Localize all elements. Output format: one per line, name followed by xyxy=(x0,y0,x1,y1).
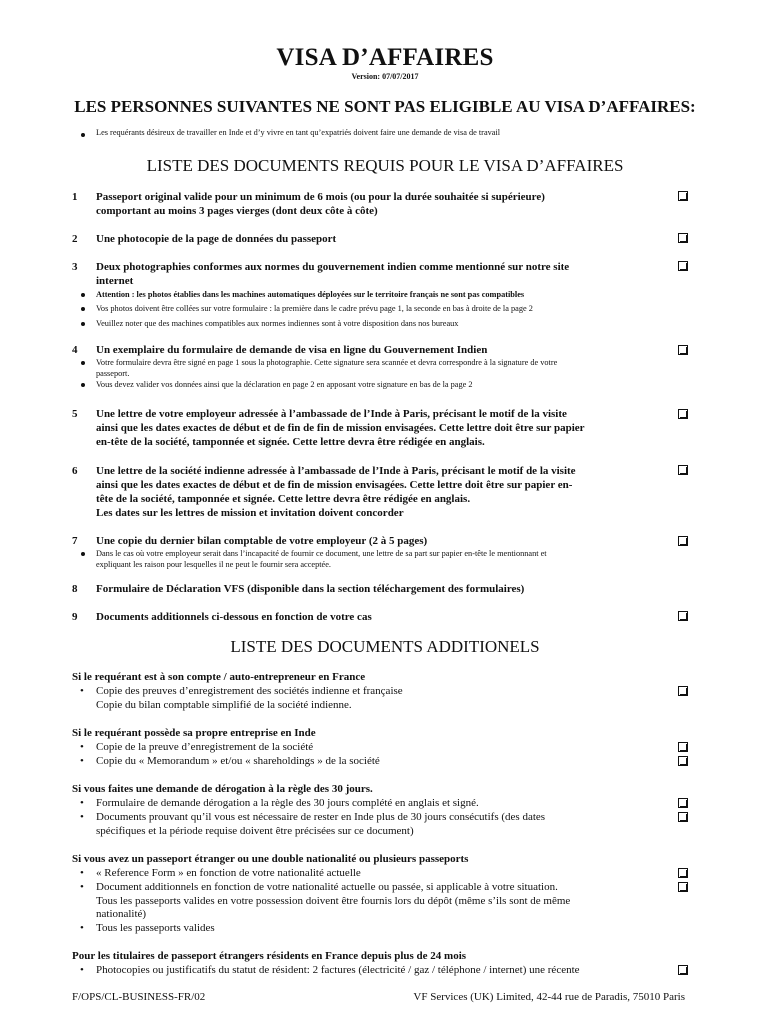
checkbox-icon[interactable] xyxy=(678,812,688,822)
item-number: 7 xyxy=(72,535,78,547)
bullet-icon xyxy=(81,552,85,556)
item-4-note-2: Vous devez valider vos données ainsi que la déclaration en page 2 en apposant votre signature en bas de la page 2 xyxy=(96,380,473,389)
checkbox-icon[interactable] xyxy=(678,756,688,766)
checkbox-icon[interactable] xyxy=(678,409,688,419)
item-number: 4 xyxy=(72,344,78,356)
section-foreign-passport-item-2 xyxy=(96,881,666,922)
item-number: 6 xyxy=(72,465,78,477)
bullet-icon xyxy=(81,293,85,297)
item-line: tête de la société, tamponnée et signée. Cette lettre devra être rédigée en anglais. xyxy=(96,493,471,505)
section-derogation-item-2 xyxy=(96,811,545,838)
item-number: 2 xyxy=(72,233,78,245)
section-own-business-item-2: Copie du « Memorandum » et/ou « shareholdings » de la société xyxy=(96,755,380,767)
item-3-note-3: Veuillez noter que des machines compatibles aux normes indiennes sont à votre disposition dans nos bureaux xyxy=(96,319,459,328)
item-number: 5 xyxy=(72,408,78,420)
bullet-icon xyxy=(81,383,85,387)
checkbox-icon[interactable] xyxy=(678,233,688,243)
bullet-icon: • xyxy=(80,881,84,893)
item-line: spécifiques et la période requise doivent être précisées sur ce document) xyxy=(96,824,414,837)
item-line: Passeport original valide pour un minimum de 6 mois (ou pour la durée souhaitée si supérieure) xyxy=(96,191,545,203)
bullet-icon: • xyxy=(80,797,84,809)
item-line: internet xyxy=(96,275,134,287)
item-4-note-1 xyxy=(96,357,676,379)
checkbox-icon[interactable] xyxy=(678,345,688,355)
item-number: 8 xyxy=(72,583,78,595)
item-3-note-1: Attention : les photos établies dans les machines automatiques déployées sur le territoire français ne sont pas compatibles xyxy=(96,290,525,299)
item-line: Document additionnels en fonction de votre nationalité actuelle ou passée, si applicable à votre situation. xyxy=(96,881,558,893)
bullet-icon: • xyxy=(80,741,84,753)
ineligible-heading: LES PERSONNES SUIVANTES NE SONT PAS ELIGIBLE AU VISA D’AFFAIRES: xyxy=(74,97,696,116)
required-item-3 xyxy=(96,260,674,288)
item-line: comportant au moins 3 pages vierges (dont deux côte à côte) xyxy=(96,205,378,217)
section-foreign-passport-item-1: « Reference Form » en fonction de votre nationalité actuelle xyxy=(96,867,361,879)
item-line: Les dates sur les lettres de mission et invitation doivent concorder xyxy=(96,507,404,519)
bullet-icon xyxy=(81,361,85,365)
checkbox-icon[interactable] xyxy=(678,965,688,975)
bullet-icon: • xyxy=(80,922,84,934)
required-item-1 xyxy=(96,190,674,218)
required-item-2: Une photocopie de la page de données du passeport xyxy=(96,233,337,245)
bullet-icon xyxy=(81,307,85,311)
item-3-note-2: Vos photos doivent être collées sur votre formulaire : la première dans le cadre prévu page 1, la seconde en bas à droite de la page 2 xyxy=(96,304,533,313)
additional-heading: LISTE DES DOCUMENTS ADDITIONELS xyxy=(230,637,540,656)
section-derogation-title: Si vous faites une demande de dérogation à la règle des 30 jours. xyxy=(72,783,373,795)
checkbox-icon[interactable] xyxy=(678,536,688,546)
item-line: en-tête de la société, tamponnée et signée. Cette lettre devra être rédigée en anglais. xyxy=(96,436,485,448)
item-line: ainsi que les dates exactes de début et de fin de mission envisagées. Cette lettre doit être sur papier en- xyxy=(96,479,573,491)
note-line: expliquant les raison pour lesquelles il ne peut le fournir sera acceptée. xyxy=(96,560,331,569)
section-self-employed-item-1: Copie des preuves d’enregistrement des sociétés indienne et française xyxy=(96,685,403,697)
checkbox-icon[interactable] xyxy=(678,686,688,696)
section-self-employed-title: Si le requérant est à son compte / auto-entrepreneur en France xyxy=(72,671,366,683)
item-number: 1 xyxy=(72,191,78,203)
section-residents-title: Pour les titulaires de passeport étrangers résidents en France depuis plus de 24 mois xyxy=(72,950,467,962)
checkbox-icon[interactable] xyxy=(678,882,688,892)
required-heading: LISTE DES DOCUMENTS REQUIS POUR LE VISA D’AFFAIRES xyxy=(146,156,624,175)
checkbox-icon[interactable] xyxy=(678,465,688,475)
note-line: Dans le cas où votre employeur serait dans l’incapacité de fournir ce document, une lettre de sa part sur papier en-tête le mentionnant et xyxy=(96,549,547,558)
checkbox-icon[interactable] xyxy=(678,611,688,621)
required-item-5 xyxy=(96,407,674,449)
bullet-icon: • xyxy=(80,964,84,976)
section-own-business-item-1: Copie de la preuve d’enregistrement de la société xyxy=(96,741,314,753)
ineligible-note: Les requérants désireux de travailler en Inde et d’y vivre en tant qu’expatriés doivent faire une demande de visa de travail xyxy=(96,128,501,137)
section-derogation-item-1: Formulaire de demande dérogation a la règle des 30 jours complété en anglais et signé. xyxy=(96,797,479,809)
item-line: Une lettre de la société indienne adressée à l’ambassade de l’Inde à Paris, précisant le motif de la visite xyxy=(96,465,576,477)
bullet-icon: • xyxy=(80,755,84,767)
checkbox-icon[interactable] xyxy=(678,742,688,752)
section-own-business-title: Si le requérant possède sa propre entreprise en Inde xyxy=(72,727,316,739)
bullet-icon: • xyxy=(80,867,84,879)
required-item-9: Documents additionnels ci-dessous en fonction de votre cas xyxy=(96,611,372,623)
item-line: ainsi que les dates exactes de début et de fin de fin de mission envisagées. Cette lettre doit être sur papier xyxy=(96,422,585,434)
item-line: Deux photographies conformes aux normes du gouvernement indien comme mentionné sur notre site xyxy=(96,261,570,273)
required-item-8: Formulaire de Déclaration VFS (disponible dans la section téléchargement des formulaires) xyxy=(96,583,525,595)
checkbox-icon[interactable] xyxy=(678,191,688,201)
bullet-icon: • xyxy=(80,685,84,697)
footer-reference: F/OPS/CL-BUSINESS-FR/02 xyxy=(72,991,206,1003)
bullet-icon xyxy=(81,133,85,137)
version-label: Version: 07/07/2017 xyxy=(351,72,419,81)
required-item-7: Une copie du dernier bilan comptable de votre employeur (2 à 5 pages) xyxy=(96,535,428,547)
bullet-icon: • xyxy=(80,811,84,823)
section-foreign-passport-title: Si vous avez un passeport étranger ou une double nationalité ou plusieurs passeports xyxy=(72,853,469,865)
checkbox-icon[interactable] xyxy=(678,261,688,271)
item-line: Une lettre de votre employeur adressée à l’ambassade de l’Inde à Paris, précisant le motif de la visite xyxy=(96,408,567,420)
item-7-note xyxy=(96,548,676,570)
section-residents-item-1: Photocopies ou justificatifs du statut de résident: 2 factures (électricité / gaz / téléphone / internet) une récente xyxy=(96,964,580,976)
item-line: nationalité) xyxy=(96,908,147,920)
item-number: 3 xyxy=(72,261,78,273)
item-line: Documents prouvant qu’il vous est nécessaire de rester en Inde plus de 30 jours consécutifs (des dates xyxy=(96,811,546,823)
required-item-4: Un exemplaire du formulaire de demande de visa en ligne du Gouvernement Indien xyxy=(96,344,488,356)
section-foreign-passport-item-3: Tous les passeports valides xyxy=(96,922,215,934)
document-title: VISA D’AFFAIRES xyxy=(276,44,494,71)
item-line: Tous les passeports valides en votre possession doivent être fournis lors du dépôt (même s’ils sont de même xyxy=(96,894,571,907)
bullet-icon xyxy=(81,322,85,326)
note-line: Votre formulaire devra être signé en page 1 sous la photographie. Cette signature sera scannée et devra correspondre à la signature de votre xyxy=(96,358,558,367)
required-item-6 xyxy=(96,464,674,520)
checkbox-icon[interactable] xyxy=(678,798,688,808)
footer-address: VF Services (UK) Limited, 42-44 rue de Paradis, 75010 Paris xyxy=(413,991,685,1003)
section-self-employed-item-2: Copie du bilan comptable simplifié de la société indienne. xyxy=(96,699,352,711)
item-number: 9 xyxy=(72,611,78,623)
note-line: passeport. xyxy=(96,369,130,378)
checkbox-icon[interactable] xyxy=(678,868,688,878)
